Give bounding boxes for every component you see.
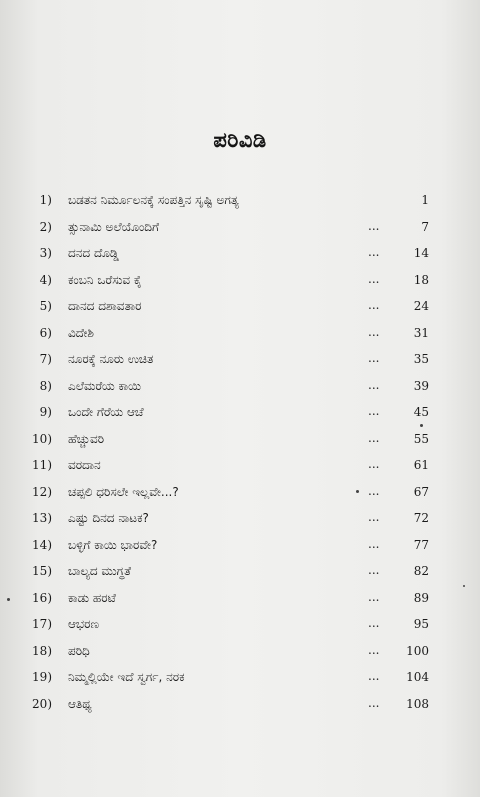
toc-entry-number: 2) [39,220,52,234]
toc-entry-leader: ... [368,616,380,630]
toc-entry-page-number: 45 [413,405,429,419]
toc-entry [0,591,480,613]
toc-entry [0,405,480,427]
ink-speck [463,585,465,587]
toc-entry-leader: ... [368,563,380,577]
toc-entry-number: 3) [39,246,52,260]
toc-entry-leader: ... [368,351,380,365]
toc-entry-title: ವಿದೇಶಿ [68,326,95,340]
toc-entry-title: ಎಷ್ಟು ದಿನದ ನಾಟಕ? [68,511,149,525]
toc-entry-title: ಹೆಚ್ಚುವರಿ [68,432,105,446]
toc-entry-page-number: 67 [413,485,429,499]
toc-entry-number: 7) [39,352,52,366]
toc-entry-number: 1) [39,193,52,207]
toc-entry-title: ಕಂಬನಿ ಒರೆಸುವ ಕೈ [68,273,142,287]
toc-entry [0,485,480,507]
toc-entry-page-number: 39 [413,379,429,393]
toc-entry-number: 20) [32,697,52,711]
toc-entry-title: ಚಪ್ಪಲಿ ಧರಿಸಲೇ ಇಲ್ಲವೇ...? [68,485,179,499]
toc-entry-title: ದನದ ದೊಡ್ಡಿ [68,246,119,260]
toc-entry-title: ಕಾಡು ಹರಟೆ [68,591,116,605]
toc-entry [0,299,480,321]
toc-entry-number: 12) [32,485,52,499]
toc-entry [0,670,480,692]
toc-entry-page-number: 61 [413,458,429,472]
toc-entry-number: 5) [39,299,52,313]
toc-entry-page-number: 108 [406,697,429,711]
toc-entry [0,273,480,295]
toc-entry-page-number: 1 [421,193,429,207]
toc-entry-leader: ... [368,378,380,392]
toc-entry-number: 6) [39,326,52,340]
toc-entry-number: 19) [32,670,52,684]
toc-entry-title: ಆತಿಥ್ಯ [68,697,92,711]
toc-entry-page-number: 100 [406,644,429,658]
toc-entry-title: ತ್ಸುನಾಮಿ ಅಲೆಯೊಂದಿಗೆ [68,220,160,234]
toc-entry [0,511,480,533]
toc-entry-title: ಎಲೆಮರೆಯ ಕಾಯಿ [68,379,142,393]
toc-entry-leader: ... [368,510,380,524]
toc-entry-leader: ... [368,404,380,418]
toc-entry-number: 17) [32,617,52,631]
toc-entry [0,697,480,719]
toc-entry-page-number: 24 [413,299,429,313]
toc-entry-title: ನಿಮ್ಮಲ್ಲಿಯೇ ಇದೆ ಸ್ವರ್ಗ, ನರಕ [68,670,185,684]
toc-entry-number: 10) [32,432,52,446]
toc-entry-leader: ... [368,696,380,710]
toc-entry-page-number: 7 [421,220,429,234]
toc-entry-leader: ... [368,325,380,339]
toc-entry-page-number: 14 [413,246,429,260]
toc-entry-number: 4) [39,273,52,287]
toc-entry-leader: ... [368,431,380,445]
toc-entry-number: 14) [32,538,52,552]
toc-entry-number: 16) [32,591,52,605]
toc-entry-title: ನೂರಕ್ಕೆ ನೂರು ಉಚಿತ [68,352,154,366]
toc-entry-title: ಪರಿಧಿ [68,644,90,658]
toc-entry-title: ಬಾಲ್ಯದ ಮುಗ್ಧತೆ [68,564,131,578]
toc-entry-title: ಬಡತನ ನಿರ್ಮೂಲನಕ್ಕೆ ಸಂಪತ್ತಿನ ಸೃಷ್ಟಿ ಅಗತ್ಯ [68,193,239,207]
ink-speck [420,424,423,427]
toc-entry [0,458,480,480]
toc-entry-number: 18) [32,644,52,658]
toc-entry [0,538,480,560]
toc-entry-page-number: 18 [413,273,429,287]
toc-entry [0,193,480,215]
toc-entry-title: ವರದಾನ [68,458,101,472]
toc-entry [0,564,480,586]
toc-entry-leader: ... [368,457,380,471]
toc-entry-title: ಒಂದೇ ಗೆರೆಯ ಆಚೆ [68,405,144,419]
toc-entry-leader: ... [368,219,380,233]
toc-entry-number: 8) [39,379,52,393]
toc-entry-number: 15) [32,564,52,578]
toc-entry-page-number: 95 [413,617,429,631]
toc-entry-leader: ... [368,484,380,498]
toc-entry-title: ಬಳ್ಳಿಗೆ ಕಾಯಿ ಭಾರವೇ? [68,538,158,552]
ink-speck [7,598,10,601]
toc-entry-title: ಆಭರಣ [68,617,99,631]
toc-entry-title: ದಾನದ ದಶಾವತಾರ [68,299,142,313]
toc-entry-page-number: 55 [413,432,429,446]
toc-entry [0,326,480,348]
toc-entry [0,220,480,242]
toc-entry-number: 13) [32,511,52,525]
toc-entry-leader: ... [368,590,380,604]
toc-entry-leader: ... [368,643,380,657]
toc-entry-page-number: 31 [413,326,429,340]
toc-entry [0,644,480,666]
toc-entry-number: 9) [39,405,52,419]
toc-entry-leader: ... [368,245,380,259]
ink-speck [356,490,359,493]
toc-entry-page-number: 104 [406,670,429,684]
toc-entry [0,246,480,268]
toc-entry [0,379,480,401]
toc-entry-leader: ... [368,669,380,683]
toc-entry [0,617,480,639]
toc-entry [0,432,480,454]
toc-entry-page-number: 72 [413,511,429,525]
toc-entry-page-number: 89 [413,591,429,605]
page-title: ಪರಿವಿಡಿ [213,128,267,152]
toc-entry-page-number: 77 [413,538,429,552]
toc-entry [0,352,480,374]
toc-entry-number: 11) [32,458,52,472]
toc-entry-page-number: 35 [413,352,429,366]
toc-entry-page-number: 82 [413,564,429,578]
toc-entry-leader: ... [368,298,380,312]
toc-entry-leader: ... [368,272,380,286]
toc-entry-leader: ... [368,537,380,551]
